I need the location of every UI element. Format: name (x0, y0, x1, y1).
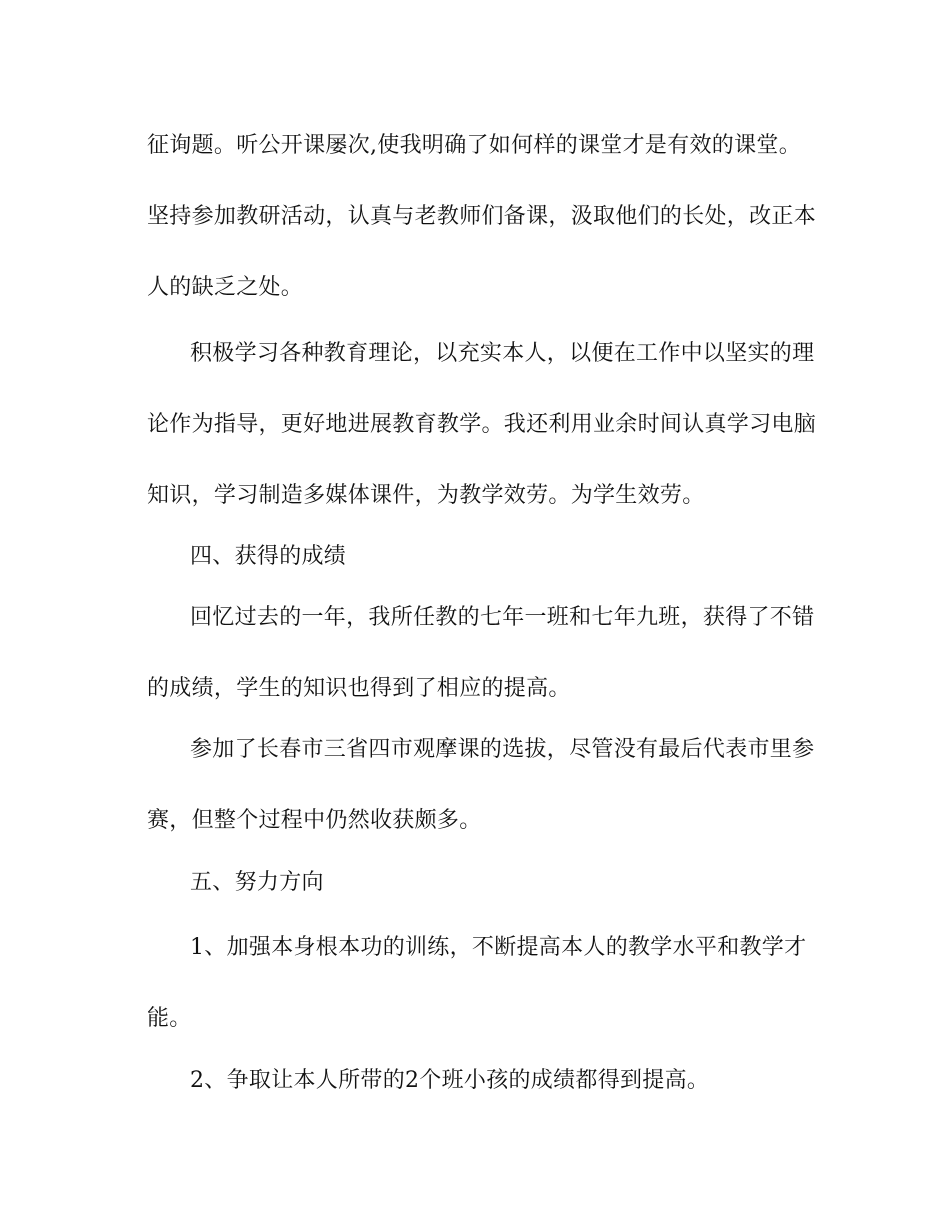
section-heading: 五、努力方向 (190, 870, 324, 895)
text-line: 赛，但整个过程中仍然收获颇多。 (147, 808, 482, 833)
section-heading: 四、获得的成绩 (190, 544, 347, 569)
list-item-line: 2、争取让本人所带的2个班小孩的成绩都得到提高。 (190, 1068, 710, 1093)
text-line: 的成绩，学生的知识也得到了相应的提高。 (147, 676, 571, 701)
text-line: 征询题。听公开课屡次,使我明确了如何样的课堂才是有效的课堂。 (147, 133, 801, 158)
text-line: 坚持参加教研活动，认真与老教师们备课，汲取他们的长处，改正本 (147, 204, 817, 229)
text-line: 人的缺乏之处。 (147, 275, 304, 300)
paragraph-start-line: 参加了长春市三省四市观摩课的选拔，尽管没有最后代表市里参 (190, 737, 815, 762)
paragraph-start-line: 回忆过去的一年，我所任教的七年一班和七年九班，获得了不错 (190, 605, 815, 630)
paragraph-start-line: 积极学习各种教育理论，以充实本人，以便在工作中以坚实的理 (190, 341, 815, 366)
text-line: 知识，学习制造多媒体课件，为教学效劳。为学生效劳。 (147, 483, 705, 508)
text-line: 能。 (147, 1006, 192, 1031)
text-line: 论作为指导，更好地进展教育教学。我还利用业余时间认真学习电脑 (147, 412, 817, 437)
list-item-line: 1、加强本身根本功的训练，不断提高本人的教学水平和教学才 (190, 935, 807, 960)
